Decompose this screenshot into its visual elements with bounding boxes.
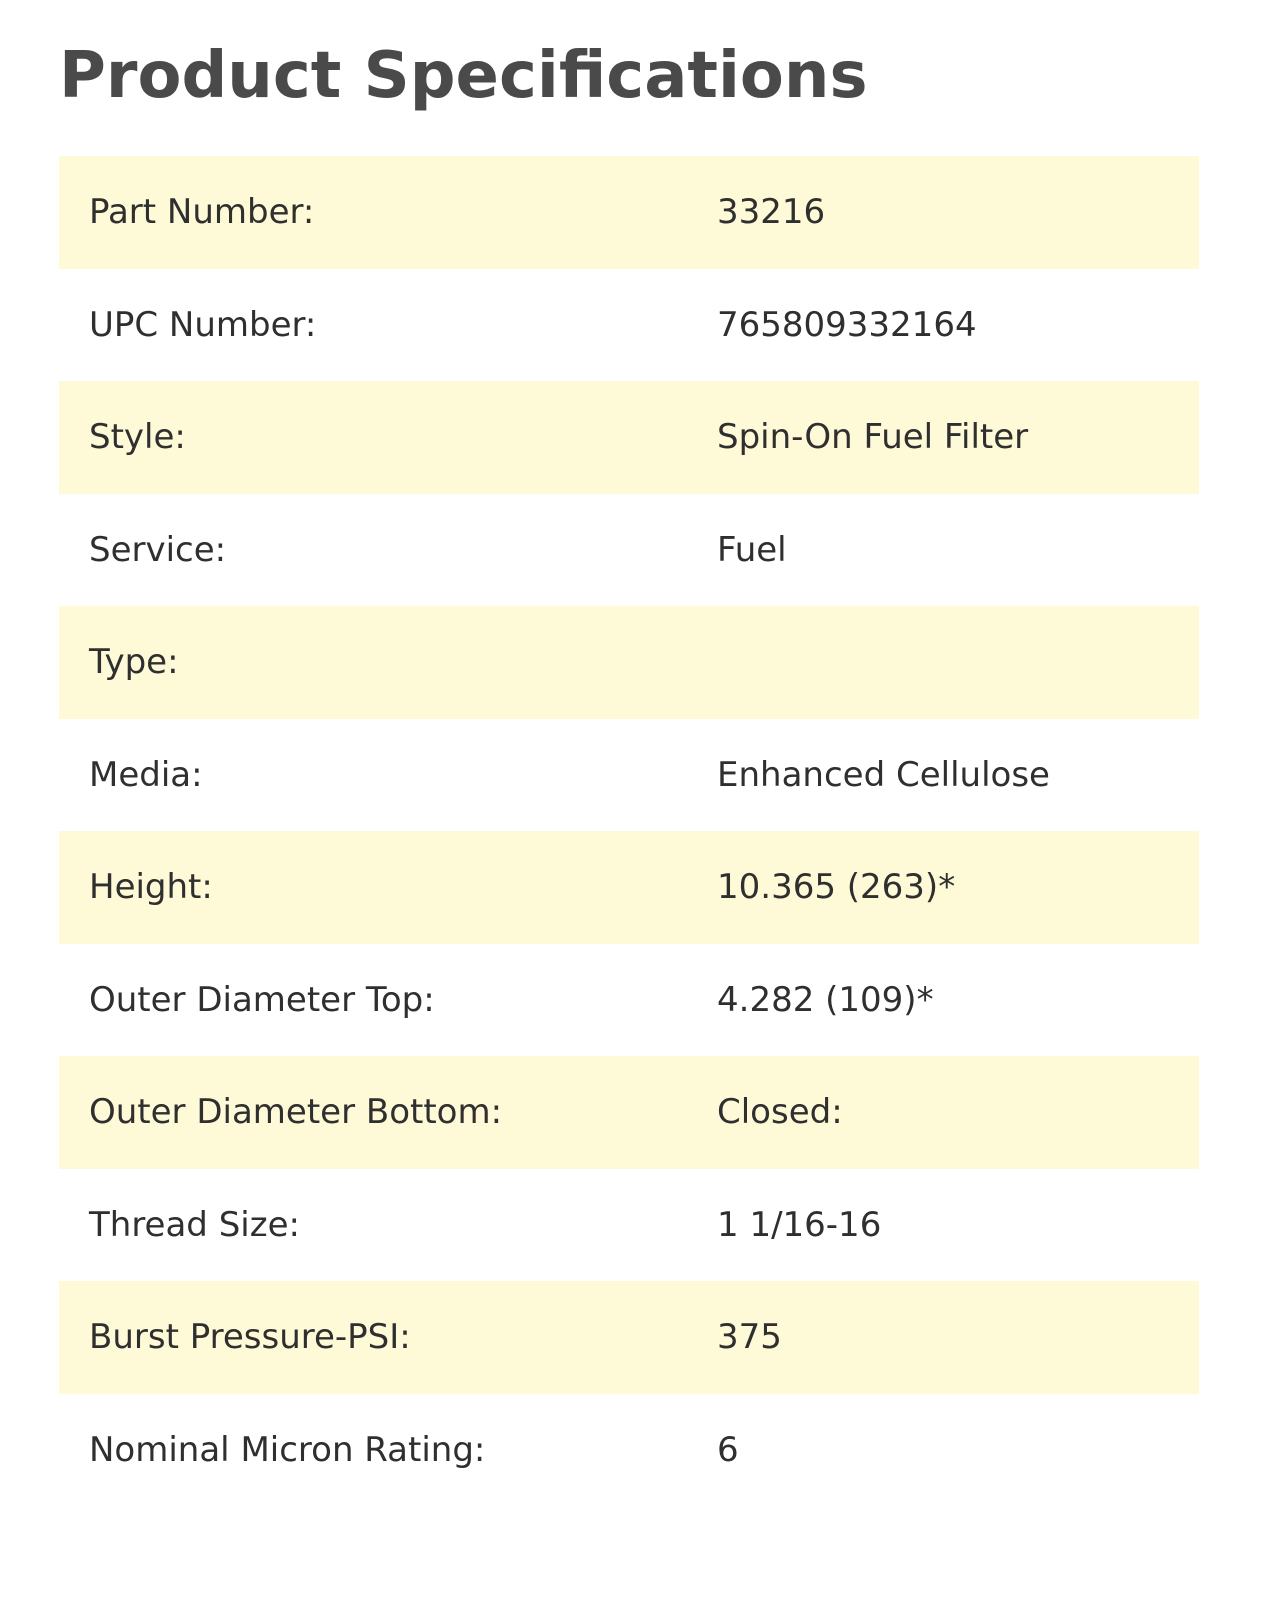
spec-label: Style:: [89, 417, 186, 458]
spec-value: 6: [717, 1429, 739, 1470]
spec-row-outer-diameter-bottom: [59, 1056, 1199, 1169]
spec-row-outer-diameter-top: [59, 944, 1199, 1057]
spec-value: Closed:: [717, 1092, 843, 1133]
spec-value: Fuel: [717, 529, 787, 570]
spec-value: 765809332164: [717, 304, 977, 345]
spec-value: 1 1/16-16: [717, 1204, 882, 1245]
spec-label: Thread Size:: [89, 1204, 300, 1245]
spec-value: 33216: [717, 192, 826, 233]
spec-label: Outer Diameter Bottom:: [89, 1092, 503, 1133]
spec-row-style: [59, 381, 1199, 494]
spec-value: 4.282 (109)*: [717, 979, 934, 1020]
spec-value: Spin-On Fuel Filter: [717, 417, 1029, 458]
spec-label: Media:: [89, 754, 203, 795]
spec-label: Service:: [89, 529, 227, 570]
spec-row-type: [59, 606, 1199, 719]
spec-label: Burst Pressure-PSI:: [89, 1317, 411, 1358]
spec-row-nominal-micron-rating: [59, 1394, 1199, 1507]
spec-value: 10.365 (263)*: [717, 867, 956, 908]
spec-value: Enhanced Cellulose: [717, 754, 1050, 795]
spec-row-thread-size: [59, 1169, 1199, 1282]
spec-value: 375: [717, 1317, 782, 1358]
spec-label: Height:: [89, 867, 213, 908]
spec-row-service: [59, 494, 1199, 607]
spec-value: [717, 606, 1199, 719]
spec-label: Type:: [89, 642, 179, 683]
spec-row-burst-pressure: [59, 1281, 1199, 1394]
spec-row-upc-number: [59, 269, 1199, 382]
page-title: Product Specifications: [59, 39, 868, 113]
spec-row-part-number: [59, 156, 1199, 269]
spec-table: [59, 156, 1199, 1506]
spec-label: Part Number:: [89, 192, 315, 233]
spec-row-height: [59, 831, 1199, 944]
spec-label: Nominal Micron Rating:: [89, 1429, 486, 1470]
spec-row-media: [59, 719, 1199, 832]
spec-label: UPC Number:: [89, 304, 317, 345]
spec-label: Outer Diameter Top:: [89, 979, 435, 1020]
